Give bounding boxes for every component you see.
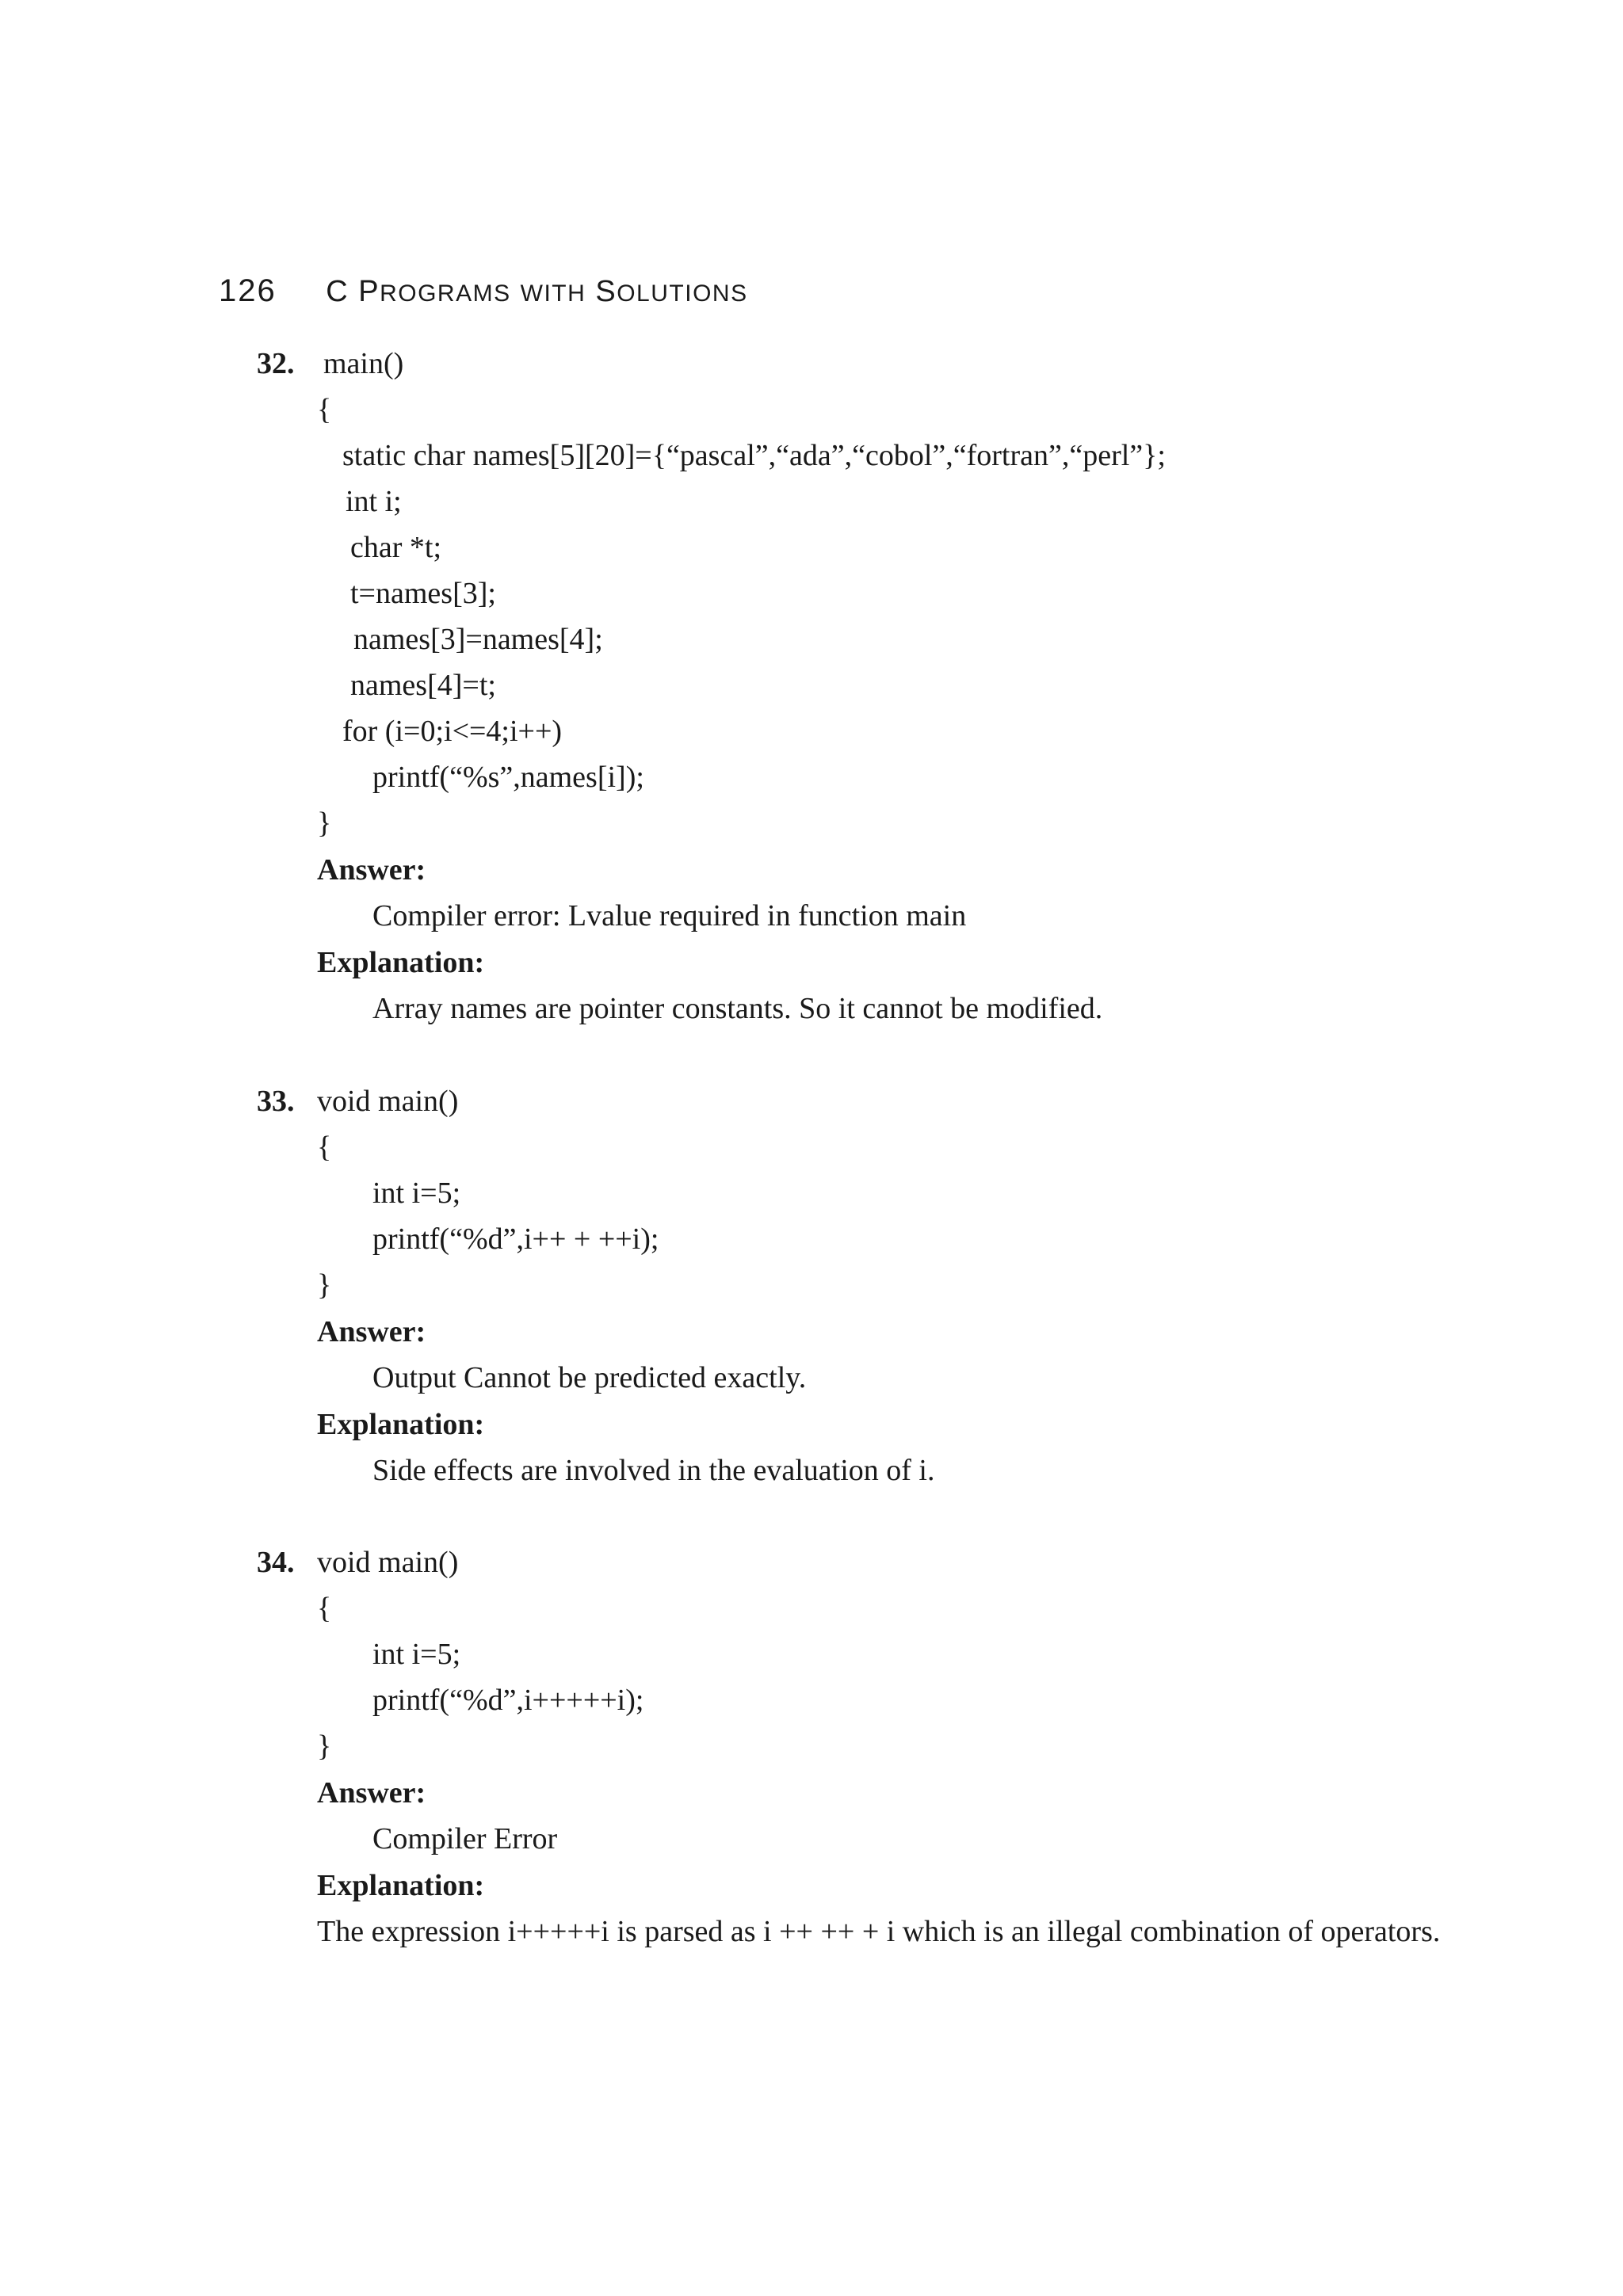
code-line: int i=5; bbox=[372, 1638, 461, 1671]
running-header bbox=[219, 273, 748, 309]
running-head-word-solutions-initial: S bbox=[595, 275, 617, 308]
question-number-34: 34. bbox=[257, 1546, 295, 1579]
answer-text: Compiler Error bbox=[372, 1822, 558, 1855]
explanation-label: Explanation: bbox=[317, 1408, 485, 1441]
code-line: int i=5; bbox=[372, 1177, 461, 1210]
explanation-label: Explanation: bbox=[317, 946, 485, 979]
explanation-text: Side effects are involved in the evaluation of i. bbox=[372, 1454, 935, 1487]
page-number: 126 bbox=[219, 273, 277, 308]
code-line: { bbox=[317, 1131, 332, 1164]
code-line: for (i=0;i<=4;i++) bbox=[342, 715, 563, 748]
code-line: void main() bbox=[317, 1085, 459, 1118]
code-line: void main() bbox=[317, 1546, 459, 1579]
explanation-text: Array names are pointer constants. So it cannot be modified. bbox=[372, 992, 1103, 1025]
running-head-word-programs-initial: P bbox=[358, 275, 380, 308]
answer-text: Compiler error: Lvalue required in function main bbox=[372, 899, 967, 933]
code-line: names[3]=names[4]; bbox=[353, 623, 603, 656]
code-line: { bbox=[317, 393, 332, 426]
code-line: int i; bbox=[346, 485, 402, 518]
answer-label: Answer: bbox=[317, 853, 426, 887]
question-number-32: 32. bbox=[257, 347, 295, 380]
code-line: char *t; bbox=[350, 531, 442, 564]
code-line: } bbox=[317, 1730, 332, 1763]
code-line: t=names[3]; bbox=[350, 577, 496, 610]
code-line: printf(“%s”,names[i]); bbox=[372, 761, 644, 794]
code-line: names[4]=t; bbox=[350, 669, 496, 702]
answer-label: Answer: bbox=[317, 1776, 426, 1810]
code-line: } bbox=[317, 1268, 332, 1302]
running-head-word-c: C bbox=[326, 275, 349, 308]
running-head-word-with: WITH bbox=[520, 280, 586, 307]
running-head-word-solutions-rest: OLUTIONS bbox=[617, 280, 748, 307]
code-line: { bbox=[317, 1592, 332, 1625]
running-head-word-programs-rest: ROGRAMS bbox=[380, 280, 511, 307]
running-head-title bbox=[326, 275, 747, 308]
code-line: static char names[5][20]={“pascal”,“ada”,“cobol”,“fortran”,“perl”}; bbox=[342, 439, 1166, 472]
question-number-33: 33. bbox=[257, 1085, 295, 1118]
answer-label: Answer: bbox=[317, 1315, 426, 1348]
answer-text: Output Cannot be predicted exactly. bbox=[372, 1361, 807, 1394]
code-line: printf(“%d”,i++ + ++i); bbox=[372, 1222, 659, 1256]
code-line: printf(“%d”,i+++++i); bbox=[372, 1684, 644, 1717]
code-line: main() bbox=[323, 347, 404, 380]
explanation-label: Explanation: bbox=[317, 1869, 485, 1902]
explanation-text: The expression i+++++i is parsed as i ++ ++ + i which is an illegal combination of operators. bbox=[317, 1915, 1441, 1948]
code-line: } bbox=[317, 807, 332, 840]
